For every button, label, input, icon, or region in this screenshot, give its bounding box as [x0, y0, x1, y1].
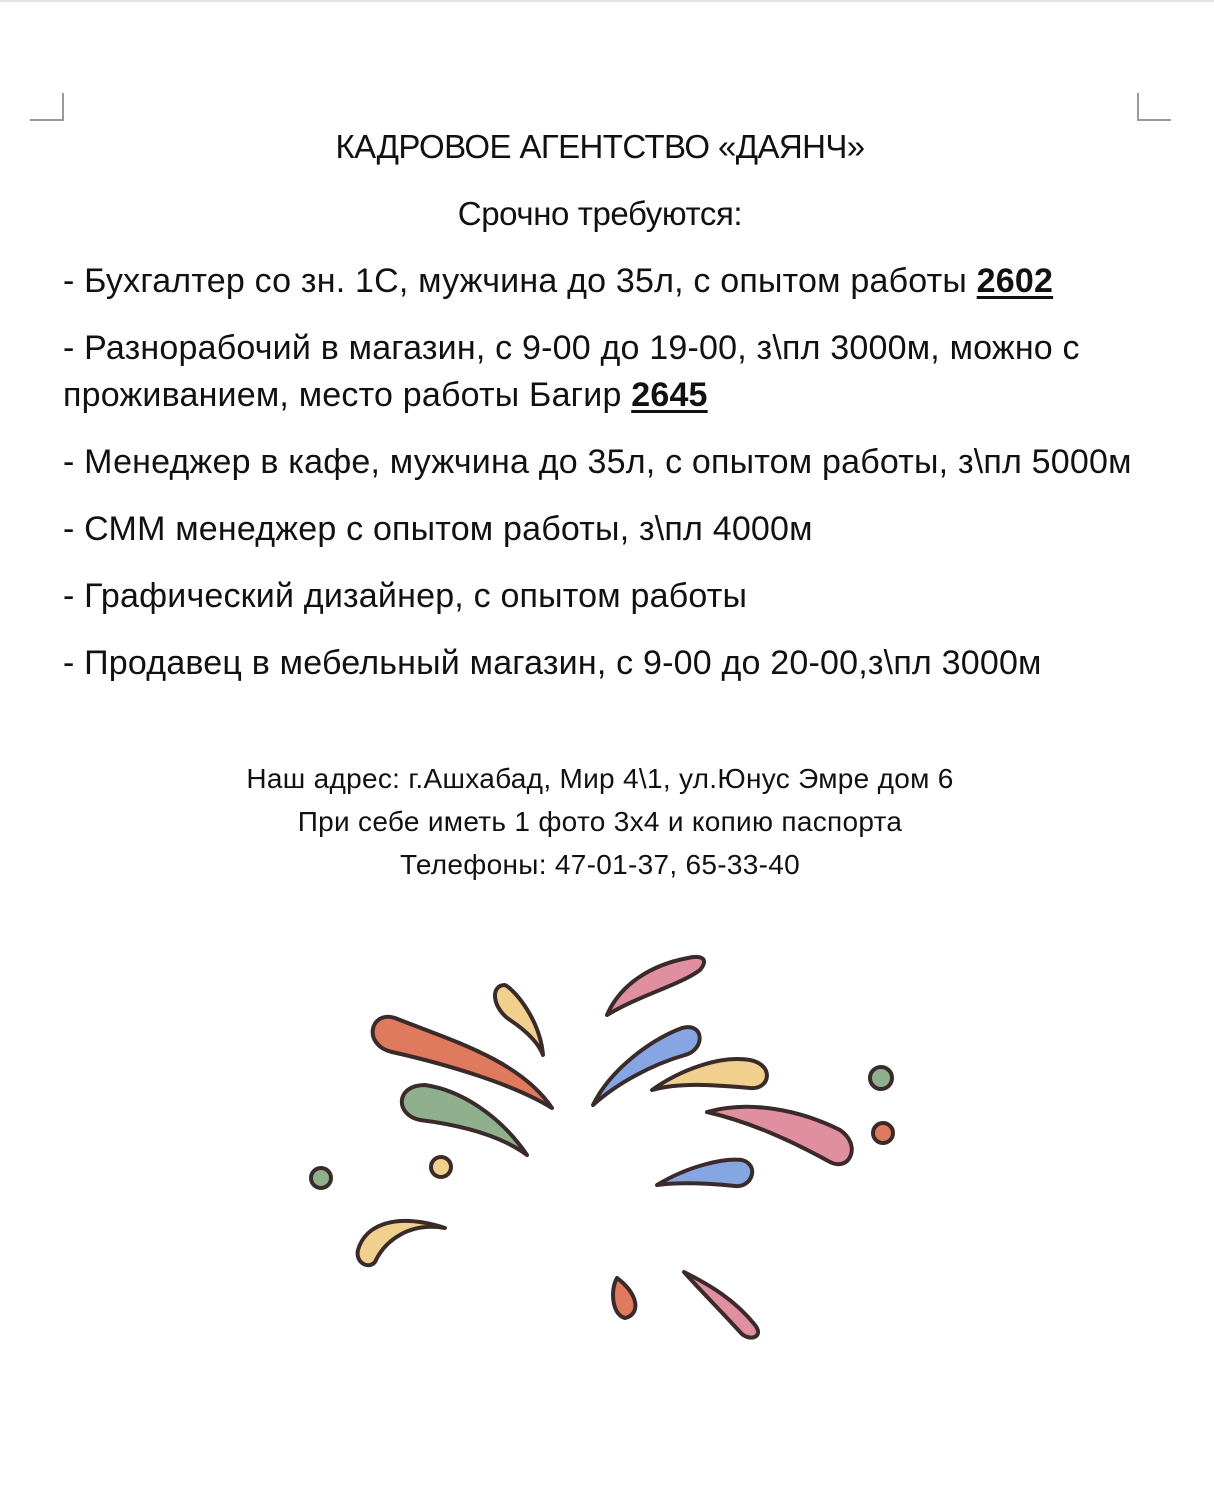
agency-title: КАДРОВОЕ АГЕНТСТВО «ДАЯНЧ»: [335, 128, 865, 165]
green-dot-right: [870, 1067, 892, 1089]
vacancy-item: [63, 258, 1163, 305]
vacancy-item: [63, 640, 1163, 687]
vacancy-code: 2645: [631, 376, 708, 414]
phones-line: Телефоны: 47-01-37, 65-33-40: [400, 849, 800, 880]
page-top-border: [0, 0, 1214, 2]
vacancy-item: [63, 506, 1163, 553]
vacancy-text: - Бухгалтер со зн. 1С, мужчина до 35л, с опытом работы: [63, 262, 977, 300]
blue-drop: [593, 1027, 700, 1105]
yellow-dot: [431, 1157, 451, 1177]
contact-block: [0, 757, 1200, 886]
yellow-curl: [358, 1221, 445, 1265]
vacancy-text: - Продавец в мебельный магазин, с 9-00 до 20-00,з\пл 3000м: [63, 644, 1042, 682]
green-drop: [402, 1085, 527, 1155]
vacancy-text: - Разнорабочий в магазин, с 9-00 до 19-00, з\пл 3000м, можно с проживанием, место работы Багир: [63, 329, 1080, 414]
yellow-drop-right: [652, 1059, 767, 1090]
page-corner-mark-left: [30, 93, 64, 121]
red-dot-right: [873, 1123, 893, 1143]
vacancy-text: - СММ менеджер с опытом работы, з\пл 4000м: [63, 510, 813, 548]
blue-drop-lower: [657, 1160, 752, 1186]
vacancy-text: - Графический дизайнер, с опытом работы: [63, 577, 748, 615]
address-line: Наш адрес: г.Ашхабад, Мир 4\1, ул.Юнус Эмре дом 6: [246, 763, 954, 794]
page-corner-mark-right: [1137, 93, 1171, 121]
pink-drop-bottom: [684, 1272, 758, 1338]
vacancy-text: - Менеджер в кафе, мужчина до 35л, с опытом работы, з\пл 5000м: [63, 443, 1132, 481]
vacancy-list: [63, 258, 1163, 707]
green-dot-left: [311, 1168, 331, 1188]
yellow-drop: [495, 985, 543, 1055]
vacancy-code: 2602: [976, 262, 1054, 300]
paint-splash-illustration: [290, 940, 920, 1350]
vacancy-item: [63, 439, 1163, 486]
urgent-subtitle: Срочно требуются:: [457, 195, 743, 232]
red-drop-bottom: [613, 1278, 635, 1318]
pink-drop-top: [607, 957, 704, 1015]
pink-drop-right: [707, 1107, 852, 1164]
documents-line: При себе иметь 1 фото 3х4 и копию паспорта: [297, 806, 903, 837]
vacancy-item: [63, 573, 1163, 620]
vacancy-item: [63, 325, 1163, 419]
